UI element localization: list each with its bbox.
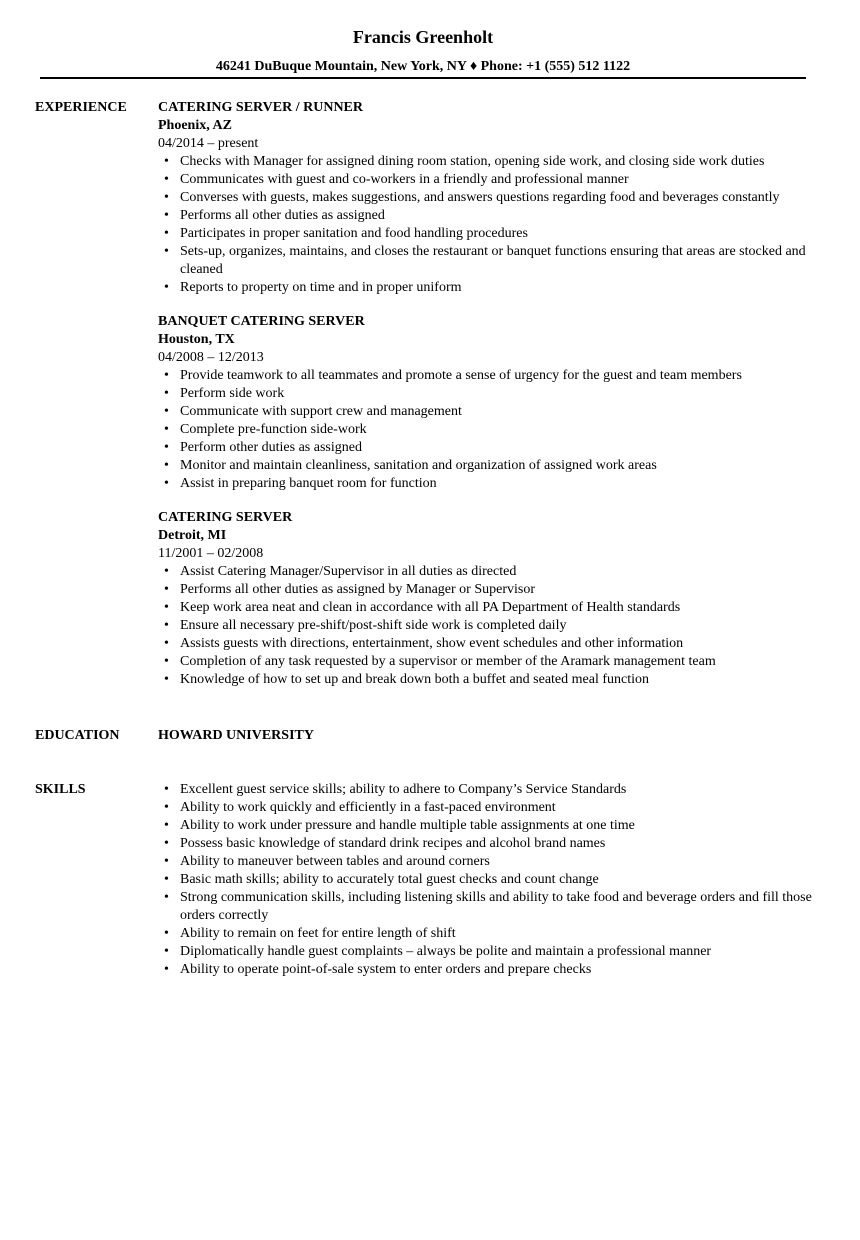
candidate-name: Francis Greenholt xyxy=(352,27,494,47)
skill-item: • Ability to operate point-of-sale system to enter orders and prepare checks xyxy=(158,961,818,979)
duty-item: • Assist in preparing banquet room for function xyxy=(158,475,818,493)
duty-item: • Performs all other duties as assigned by Manager or Supervisor xyxy=(158,581,818,599)
duty-item: • Sets-up, organizes, maintains, and closes the restaurant or banquet functions ensuring that areas are stocked and cleaned xyxy=(158,243,818,279)
duty-item: • Perform other duties as assigned xyxy=(158,439,818,457)
education-list xyxy=(158,727,818,745)
section-heading-skills: SKILLS xyxy=(35,782,86,797)
job-duties xyxy=(158,367,818,493)
duty-item: • Communicates with guest and co-workers in a friendly and professional manner xyxy=(158,171,818,189)
skill-item: • Basic math skills; ability to accurately total guest checks and count change xyxy=(158,871,818,889)
job-entry xyxy=(158,313,818,493)
job-dates: 04/2014 – present xyxy=(158,136,259,151)
job-duties xyxy=(158,153,818,297)
skill-item: • Ability to work under pressure and handle multiple table assignments at one time xyxy=(158,817,818,835)
duty-item: • Reports to property on time and in proper uniform xyxy=(158,279,818,297)
duty-item: • Keep work area neat and clean in accordance with all PA Department of Health standards xyxy=(158,599,818,617)
job-location: Phoenix, AZ xyxy=(158,118,232,133)
resume-header xyxy=(40,26,806,76)
duty-item: • Provide teamwork to all teammates and promote a sense of urgency for the guest and team members xyxy=(158,367,818,385)
job-title: BANQUET CATERING SERVER xyxy=(158,314,365,329)
duty-item: • Complete pre-function side-work xyxy=(158,421,818,439)
duty-item: • Checks with Manager for assigned dining room station, opening side work, and closing side work duties xyxy=(158,153,818,171)
duty-item: • Participates in proper sanitation and food handling procedures xyxy=(158,225,818,243)
skills-list-wrap xyxy=(158,781,818,979)
contact-line: 46241 DuBuque Mountain, New York, NY ♦ Phone: +1 (555) 512 1122 xyxy=(215,59,631,74)
duty-item: • Completion of any task requested by a supervisor or member of the Aramark management team xyxy=(158,653,818,671)
duty-item: • Converses with guests, makes suggestions, and answers questions regarding food and beverages constantly xyxy=(158,189,818,207)
skill-item: • Excellent guest service skills; ability to adhere to Company’s Service Standards xyxy=(158,781,818,799)
experience-list xyxy=(158,99,818,705)
job-entry xyxy=(158,99,818,297)
job-location: Houston, TX xyxy=(158,332,235,347)
skill-item: • Possess basic knowledge of standard drink recipes and alcohol brand names xyxy=(158,835,818,853)
skills-list xyxy=(158,781,818,979)
duty-item: • Knowledge of how to set up and break down both a buffet and seated meal function xyxy=(158,671,818,689)
job-location: Detroit, MI xyxy=(158,528,227,543)
section-heading-experience: EXPERIENCE xyxy=(35,100,127,115)
header-divider xyxy=(40,77,806,79)
skill-item: • Diplomatically handle guest complaints – always be polite and maintain a professional manner xyxy=(158,943,818,961)
duty-item: • Ensure all necessary pre-shift/post-shift side work is completed daily xyxy=(158,617,818,635)
job-entry xyxy=(158,509,818,689)
skill-item: • Ability to work quickly and efficiently in a fast-paced environment xyxy=(158,799,818,817)
duty-item: • Perform side work xyxy=(158,385,818,403)
section-heading-education: EDUCATION xyxy=(35,728,120,743)
job-dates: 04/2008 – 12/2013 xyxy=(158,350,264,365)
skill-item: • Ability to remain on feet for entire length of shift xyxy=(158,925,818,943)
school-name: HOWARD UNIVERSITY xyxy=(158,728,314,743)
duty-item: • Assists guests with directions, entertainment, show event schedules and other information xyxy=(158,635,818,653)
job-title: CATERING SERVER / RUNNER xyxy=(158,100,363,115)
duty-item: • Performs all other duties as assigned xyxy=(158,207,818,225)
skill-item: • Strong communication skills, including listening skills and ability to take food and beverage orders and fill those orders correctly xyxy=(158,889,818,925)
job-title: CATERING SERVER xyxy=(158,510,293,525)
job-duties xyxy=(158,563,818,689)
job-dates: 11/2001 – 02/2008 xyxy=(158,546,264,561)
duty-item: • Communicate with support crew and management xyxy=(158,403,818,421)
duty-item: • Monitor and maintain cleanliness, sanitation and organization of assigned work areas xyxy=(158,457,818,475)
duty-item: • Assist Catering Manager/Supervisor in all duties as directed xyxy=(158,563,818,581)
skill-item: • Ability to maneuver between tables and around corners xyxy=(158,853,818,871)
